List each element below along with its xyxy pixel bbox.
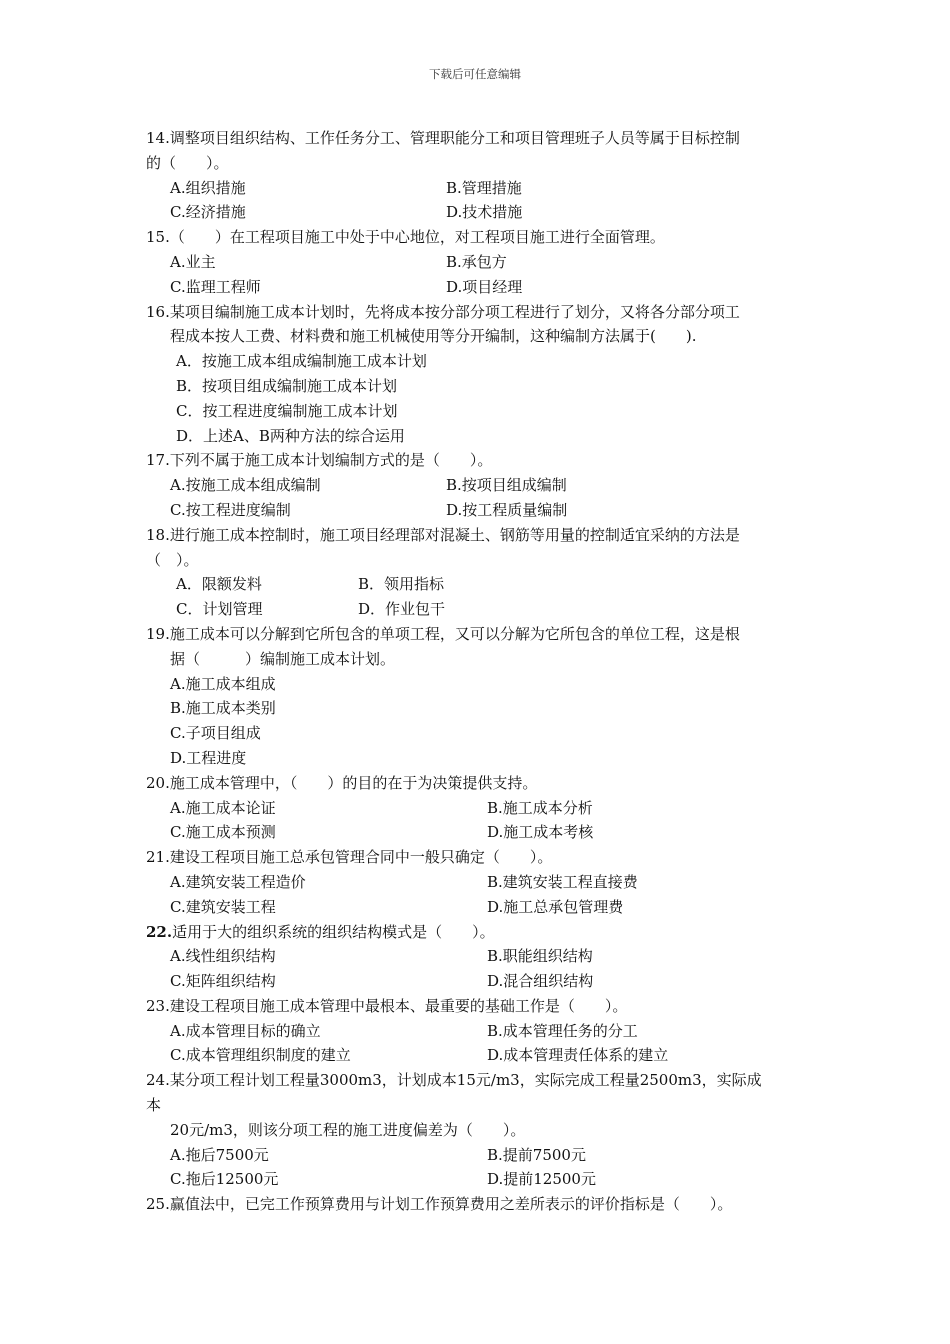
option-d: D.提前12500元 — [487, 1170, 596, 1189]
question-24 — [146, 1068, 816, 1192]
question-15-stem: 15.（ ）在工程项目施工中处于中心地位，对工程项目施工进行全面管理。 — [146, 228, 665, 247]
question-18-options-row1 — [146, 572, 816, 597]
question-15-options-row1 — [146, 250, 816, 275]
option-c: C.施工成本预测 — [170, 823, 276, 842]
question-18-options-row2 — [146, 597, 816, 622]
question-23-stem: 23.建设工程项目施工成本管理中最根本、最重要的基础工作是（ ）。 — [146, 996, 628, 1015]
question-22-options-row1 — [146, 944, 816, 969]
option-d: D.技术措施 — [446, 203, 523, 222]
question-19 — [146, 622, 816, 771]
option-a: A．按施工成本组成编制施工成本计划 — [176, 352, 427, 371]
question-22-text: 适用于大的组织系统的组织结构模式是（ ）。 — [172, 922, 495, 941]
option-c: C.监理工程师 — [170, 277, 261, 296]
option-a: A.成本管理目标的确立 — [170, 1021, 321, 1040]
question-21-options-row2 — [146, 895, 816, 920]
question-24-stem-cont: 本 — [146, 1096, 162, 1115]
option-b: B.施工成本类别 — [170, 699, 276, 718]
question-24-options-row2 — [146, 1167, 816, 1192]
option-b: B.建筑安装工程直接费 — [487, 872, 638, 891]
option-c: C.经济措施 — [170, 203, 246, 222]
question-15 — [146, 225, 816, 299]
page-header: 下载后可任意编辑 — [429, 67, 521, 81]
question-22-options-row2 — [146, 969, 816, 994]
option-b: B.管理措施 — [446, 178, 522, 197]
option-d: D.工程进度 — [170, 748, 247, 767]
option-c: C.子项目组成 — [170, 724, 261, 743]
option-b: B.成本管理任务的分工 — [487, 1021, 638, 1040]
option-b: B.职能组织结构 — [487, 947, 593, 966]
option-a: A．限额发料 — [176, 575, 262, 594]
option-c: C.成本管理组织制度的建立 — [170, 1046, 351, 1065]
question-21-stem: 21.建设工程项目施工总承包管理合同中一般只确定（ ）。 — [146, 848, 553, 867]
question-21-options-row1 — [146, 870, 816, 895]
option-b: B．按项目组成编制施工成本计划 — [176, 376, 398, 395]
option-c: C.按工程进度编制 — [170, 500, 291, 519]
question-17-options-row1 — [146, 473, 816, 498]
question-16 — [146, 300, 816, 449]
question-18 — [146, 523, 816, 622]
option-c: C.矩阵组织结构 — [170, 972, 276, 991]
option-d: D.施工总承包管理费 — [487, 897, 624, 916]
question-14-stem: 14.调整项目组织结构、工作任务分工、管理职能分工和项目管理班子人员等属于目标控制 — [146, 129, 740, 147]
option-a: A.按施工成本组成编制 — [170, 476, 321, 495]
question-19-stem-cont: 据（ ）编制施工成本计划。 — [170, 649, 396, 668]
option-a: A.线性组织结构 — [170, 947, 276, 966]
option-a: A.施工成本论证 — [170, 798, 276, 817]
option-b: B.按项目组成编制 — [446, 476, 567, 495]
question-17-stem: 17.下列不属于施工成本计划编制方式的是（ ）。 — [146, 451, 493, 470]
option-b: B.承包方 — [446, 252, 507, 271]
option-d: D．作业包干 — [358, 600, 446, 619]
question-20-options-row2 — [146, 820, 816, 845]
option-b: B.施工成本分析 — [487, 798, 593, 817]
option-c: C．计划管理 — [176, 600, 263, 619]
question-22 — [146, 920, 816, 994]
option-a: A.施工成本组成 — [170, 674, 276, 693]
question-17 — [146, 448, 816, 522]
option-d: D.混合组织结构 — [487, 972, 594, 991]
option-a: A.业主 — [170, 252, 216, 271]
option-d: D．上述A、B两种方法的综合运用 — [176, 426, 405, 445]
question-22-number: 22. — [146, 922, 173, 941]
question-16-stem-cont: 程成本按人工费、材料费和施工机械使用等分开编制，这种编制方法属于( ). — [170, 327, 697, 346]
question-14 — [146, 126, 816, 225]
question-19-stem: 19.施工成本可以分解到它所包含的单项工程，又可以分解为它所包含的单位工程，这是根 — [146, 624, 740, 643]
question-23-options-row2 — [146, 1043, 816, 1068]
question-24-stem: 24.某分项工程计划工程量3000m3，计划成本15元/m3，实际完成工程量2500m3，实际成 — [146, 1071, 762, 1090]
option-d: D.项目经理 — [446, 277, 523, 296]
question-23 — [146, 994, 816, 1068]
option-a: A.组织措施 — [170, 178, 246, 197]
option-d: D.施工成本考核 — [487, 823, 594, 842]
question-24-options-row1 — [146, 1143, 816, 1168]
option-c: C.建筑安装工程 — [170, 897, 276, 916]
question-14-options-row1 — [146, 176, 816, 201]
question-15-options-row2 — [146, 275, 816, 300]
option-b: B.提前7500元 — [487, 1145, 586, 1164]
question-25-stem: 25.赢值法中，已完工作预算费用与计划工作预算费用之差所表示的评价指标是（ ）。 — [146, 1195, 733, 1214]
document-body — [146, 126, 816, 1217]
question-17-options-row2 — [146, 498, 816, 523]
option-a: A.建筑安装工程造价 — [170, 872, 306, 891]
question-24-stem-cont2: 20元/m3，则该分项工程的施工进度偏差为（ ）。 — [170, 1120, 526, 1139]
option-d: D.按工程质量编制 — [446, 500, 568, 519]
question-14-options-row2 — [146, 200, 816, 225]
question-20-options-row1 — [146, 796, 816, 821]
option-c: C．按工程进度编制施工成本计划 — [176, 401, 398, 420]
option-c: C.拖后12500元 — [170, 1170, 279, 1189]
question-20 — [146, 771, 816, 845]
question-22-stem — [146, 920, 816, 945]
question-25 — [146, 1192, 816, 1217]
option-d: D.成本管理责任体系的建立 — [487, 1046, 669, 1065]
question-23-options-row1 — [146, 1019, 816, 1044]
question-16-stem: 16.某项目编制施工成本计划时，先将成本按分部分项工程进行了划分，又将各分部分项工 — [146, 302, 740, 321]
question-18-stem: 18.进行施工成本控制时，施工项目经理部对混凝土、钢筋等用量的控制适宜采纳的方法是 — [146, 525, 740, 544]
question-14-stem-cont: 的（ ）。 — [146, 153, 229, 172]
option-a: A.拖后7500元 — [170, 1145, 269, 1164]
question-21 — [146, 845, 816, 919]
option-b: B．领用指标 — [358, 575, 445, 594]
question-18-stem-cont: （ ）。 — [146, 550, 199, 569]
question-20-stem: 20.施工成本管理中，（ ）的目的在于为决策提供支持。 — [146, 773, 538, 792]
